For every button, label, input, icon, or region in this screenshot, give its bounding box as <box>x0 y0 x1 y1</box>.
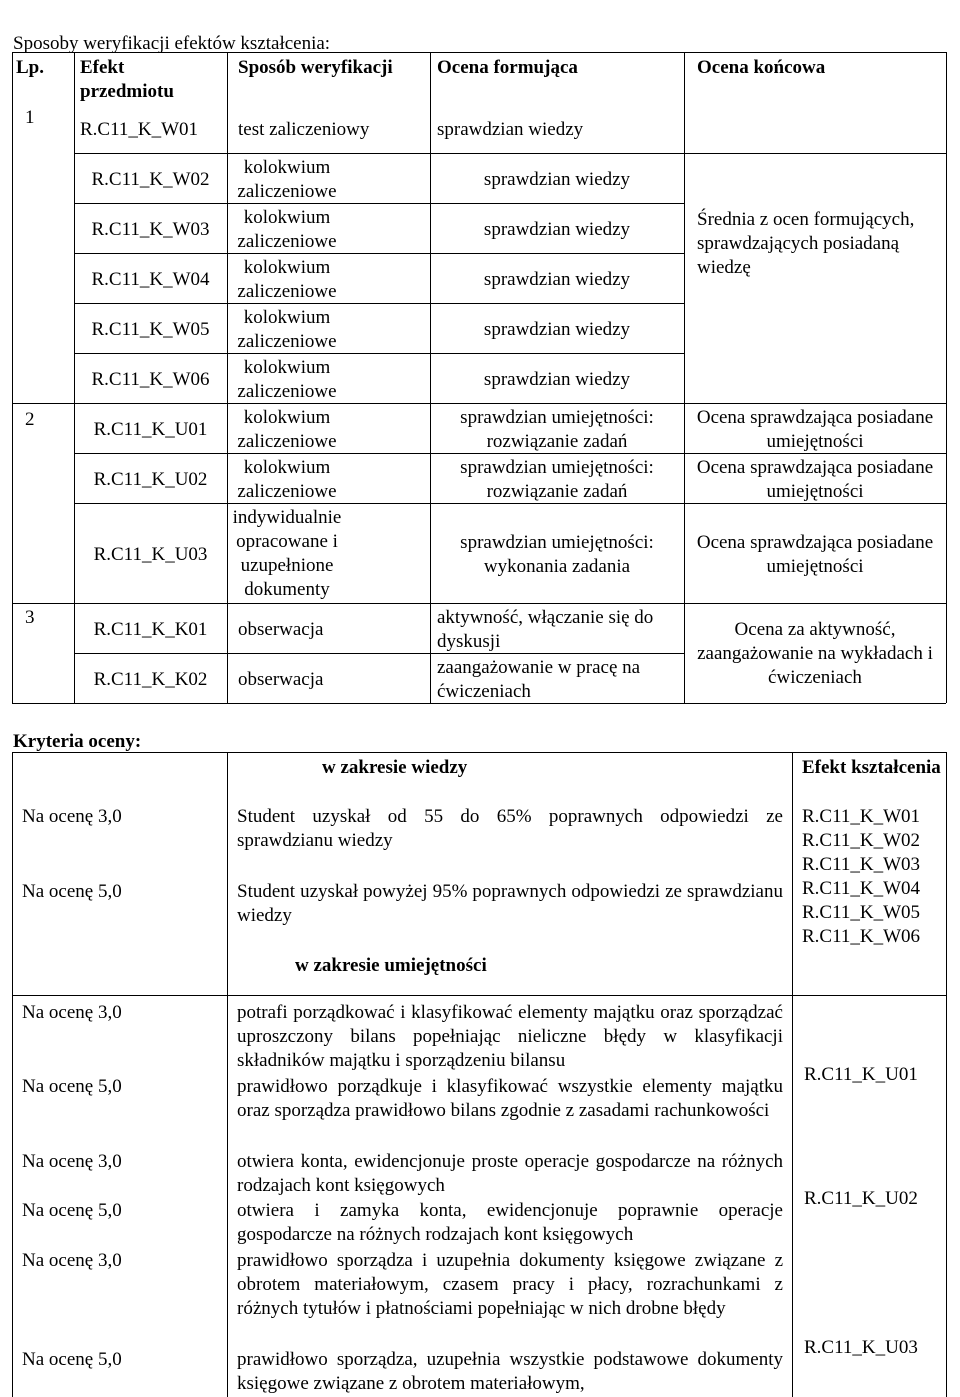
formative-grade: sprawdzian wiedzy <box>483 169 631 190</box>
final-grade: Ocena sprawdzająca posiadane umiejętności <box>696 532 934 577</box>
effect-header: Efekt kształcenia <box>802 757 941 778</box>
criterion-text: prawidłowo sporządza i uzupełnia dokumenty księgowe związane z obrotem materiałowym, czasem pracy i płacy, rozrachunkami z różnych tytułów i płatnościami popełniając w nich drobne błędy <box>237 1250 783 1319</box>
skills-effect: R.C11_K_U02 <box>804 1188 918 1209</box>
criterion-text: otwiera konta, ewidencjonuje proste operacje gospodarcze na różnych rodzajach kont księgowych <box>237 1151 783 1196</box>
verification-method: kolokwium zaliczeniowe <box>237 457 337 502</box>
header-method: Sposób weryfikacji <box>238 57 393 78</box>
formative-grade: sprawdzian umiejętności: rozwiązanie zadań <box>460 457 654 502</box>
verification-method: kolokwium zaliczeniowe <box>237 357 337 402</box>
grade-label: Na ocenę 3,0 <box>22 1151 122 1172</box>
grade-label: Na ocenę 5,0 <box>22 1076 122 1097</box>
verification-method: test zaliczeniowy <box>238 119 370 140</box>
criterion-text: prawidłowo sporządza, uzupełnia wszystkie podstawowe dokumenty księgowe związane z obrotem materiałowym, <box>237 1349 783 1394</box>
criterion-text: Student uzyskał powyżej 95% poprawnych odpowiedzi ze sprawdzianu wiedzy <box>237 881 783 926</box>
criterion-text: Student uzyskał od 55 do 65% poprawnych odpowiedzi ze sprawdzianu wiedzy <box>237 806 783 851</box>
skills-effect: R.C11_K_U01 <box>804 1064 918 1085</box>
verification-method: kolokwium zaliczeniowe <box>237 257 337 302</box>
formative-grade: sprawdzian wiedzy <box>483 319 631 340</box>
formative-grade: sprawdzian umiejętności: wykonania zadania <box>460 532 654 577</box>
knowledge-effect: R.C11_K_W04 <box>802 878 921 899</box>
grade-label: Na ocenę 3,0 <box>22 806 122 827</box>
grade-label: Na ocenę 5,0 <box>22 881 122 902</box>
final-grade: Ocena sprawdzająca posiadane umiejętności <box>696 457 934 502</box>
final-grade: Średnia z ocen formujących, sprawdzających posiadaną wiedzę <box>697 209 915 278</box>
effect-code: R.C11_K_W05 <box>91 319 210 340</box>
skills-effect: R.C11_K_U03 <box>804 1337 918 1358</box>
formative-grade: aktywność, włączanie się do dyskusji <box>437 607 654 652</box>
header-formative: Ocena formująca <box>437 57 578 78</box>
verification-method: obserwacja <box>238 669 324 690</box>
verification-method: indywidualnie opracowane i uzupełnione dokumenty <box>232 507 342 600</box>
verification-method: kolokwium zaliczeniowe <box>237 407 337 452</box>
knowledge-effect: R.C11_K_W02 <box>802 830 921 851</box>
grade-label: Na ocenę 3,0 <box>22 1250 122 1271</box>
criterion-text: otwiera i zamyka konta, ewidencjonuje poprawnie operacje gospodarcze na różnych rodzajach kont księgowych <box>237 1200 783 1245</box>
knowledge-effect: R.C11_K_W01 <box>802 806 921 827</box>
knowledge-effect: R.C11_K_W06 <box>802 926 921 947</box>
effect-code: R.C11_K_U02 <box>93 469 208 490</box>
verification-method: kolokwium zaliczeniowe <box>237 157 337 202</box>
criterion-text: potrafi porządkować i klasyfikować elementy majątku oraz sporządzać uproszczony bilans popełniając nieliczne błędy w klasyfikacji składników majątku i sporządzeniu bilansu <box>237 1002 783 1071</box>
formative-grade: sprawdzian wiedzy <box>483 219 631 240</box>
group-number: 3 <box>25 607 35 628</box>
verification-method: kolokwium zaliczeniowe <box>237 207 337 252</box>
effect-code: R.C11_K_W06 <box>91 369 210 390</box>
header-lp: Lp. <box>16 57 44 78</box>
formative-grade: sprawdzian wiedzy <box>483 369 631 390</box>
effect-code: R.C11_K_K01 <box>93 619 208 640</box>
group-number: 2 <box>25 409 35 430</box>
skills-header: w zakresie umiejętności <box>295 955 487 976</box>
criteria-title: Kryteria oceny: <box>13 731 142 752</box>
header-effect: Efekt przedmiotu <box>80 57 174 102</box>
final-grade: Ocena za aktywność, zaangażowanie na wykładach i ćwiczeniach <box>697 619 933 688</box>
formative-grade: sprawdzian wiedzy <box>437 119 584 140</box>
effect-code: R.C11_K_U01 <box>93 419 208 440</box>
verification-method: kolokwium zaliczeniowe <box>237 307 337 352</box>
verification-title: Sposoby weryfikacji efektów kształcenia: <box>13 33 331 54</box>
header-final: Ocena końcowa <box>697 57 826 78</box>
effect-code: R.C11_K_W04 <box>91 269 210 290</box>
knowledge-effect: R.C11_K_W05 <box>802 902 921 923</box>
formative-grade: sprawdzian wiedzy <box>483 269 631 290</box>
verification-method: obserwacja <box>238 619 324 640</box>
effect-code: R.C11_K_W01 <box>80 119 199 140</box>
formative-grade: sprawdzian umiejętności: rozwiązanie zadań <box>460 407 654 452</box>
grade-label: Na ocenę 3,0 <box>22 1002 122 1023</box>
effect-code: R.C11_K_U03 <box>93 544 208 565</box>
knowledge-header: w zakresie wiedzy <box>322 757 468 778</box>
grade-label: Na ocenę 5,0 <box>22 1349 122 1370</box>
final-grade: Ocena sprawdzająca posiadane umiejętności <box>696 407 934 452</box>
knowledge-effect: R.C11_K_W03 <box>802 854 921 875</box>
effect-code: R.C11_K_K02 <box>93 669 208 690</box>
effect-code: R.C11_K_W03 <box>91 219 210 240</box>
grade-label: Na ocenę 5,0 <box>22 1200 122 1221</box>
formative-grade: zaangażowanie w pracę na ćwiczeniach <box>437 657 641 702</box>
effect-code: R.C11_K_W02 <box>91 169 210 190</box>
criterion-text: prawidłowo porządkuje i klasyfikować wszystkie elementy majątku oraz sporządza prawidłowo bilans zgodnie z zasadami rachunkowości <box>237 1076 783 1121</box>
group-number: 1 <box>25 107 35 128</box>
